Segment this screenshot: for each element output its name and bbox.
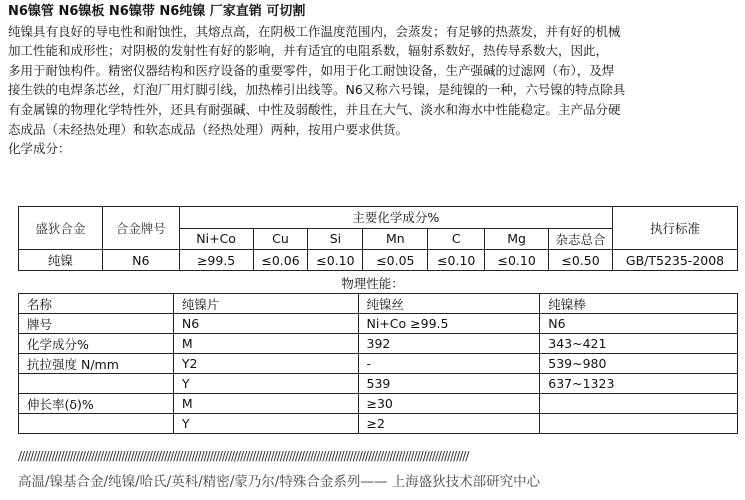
value-cell: ≤0.10: [428, 250, 485, 271]
property-name: [19, 414, 174, 434]
table-row: [19, 334, 738, 354]
intro-line: 加工性能和成形性；对阴极的发射性有好的影响，并有适宜的电阻系数，辐射系数好，热传导系数大，因此，: [8, 43, 609, 59]
company-header: 盛狄合金: [19, 207, 103, 250]
element-header: Si: [308, 228, 363, 250]
intro-line: 有金属镍的物理化学特性外，还具有耐强碱、中性及弱酸性，并且在大气、淡水和海水中性能稳定。主产品分硬: [8, 101, 621, 117]
slash-divider: ////////////////////////////////////////////////////////////////////////////////////////////////////////////////////////////////////////////////////: [18, 449, 469, 463]
element-header: Ni+Co: [179, 228, 253, 250]
wire-value: 539: [358, 374, 540, 394]
intro-line: 多用于耐蚀构件。精密仪器结构和医疗设备的重要零件，如用于化工耐蚀设备，生产强碱的过滤网（布），及焊: [8, 62, 615, 78]
sheet-value: M: [173, 334, 358, 354]
wire-value: 392: [358, 334, 540, 354]
sheet-value: Y2: [173, 354, 358, 374]
rod-value: 539~980: [540, 354, 738, 374]
physical-properties-table: [18, 293, 738, 434]
header-cell: 纯镍丝: [358, 294, 540, 314]
table-row: [19, 314, 738, 334]
footer-text: 高温/镍基合金/纯镍/哈氏/英科/精密/蒙乃尔/特殊合金系列—— 上海盛狄技术部研究中心: [18, 474, 541, 490]
composition-table: [18, 206, 738, 271]
wire-value: -: [358, 354, 540, 374]
element-header: Cu: [253, 228, 308, 250]
wire-value: ≥30: [358, 394, 540, 414]
value-cell: ≤0.10: [308, 250, 363, 271]
material-cell: 纯镍: [19, 250, 103, 271]
standard-cell: GB/T5235-2008: [613, 250, 738, 271]
wire-value: Ni+Co ≥99.5: [358, 314, 540, 334]
standard-header: 执行标准: [613, 207, 738, 250]
composition-data-row: [19, 250, 738, 271]
rod-value: 637~1323: [540, 374, 738, 394]
physical-header-row: [19, 294, 738, 314]
header-cell: 纯镍棒: [540, 294, 738, 314]
grade-header: 合金牌号: [102, 207, 179, 250]
sheet-value: Y: [173, 414, 358, 434]
wire-value: ≥2: [358, 414, 540, 434]
header-cell: 名称: [19, 294, 174, 314]
element-header: C: [428, 228, 485, 250]
chemical-composition-label: 化学成分：: [8, 141, 71, 157]
value-cell: ≤0.06: [253, 250, 308, 271]
table-row: [19, 354, 738, 374]
value-cell: ≤0.10: [485, 250, 549, 271]
value-cell: ≤0.05: [363, 250, 428, 271]
value-cell: ≤0.50: [549, 250, 613, 271]
grade-cell: N6: [102, 250, 179, 271]
property-name: 化学成分%: [19, 334, 174, 354]
property-name: 伸长率(δ)%: [19, 394, 174, 414]
element-header: 杂志总合: [549, 228, 613, 250]
property-name: [19, 374, 174, 394]
sheet-value: Y: [173, 374, 358, 394]
value-cell: ≥99.5: [179, 250, 253, 271]
composition-header-row: [19, 207, 738, 229]
sheet-value: M: [173, 394, 358, 414]
table-row: [19, 374, 738, 394]
product-title: N6镍管 N6镍板 N6镍带 N6纯镍 厂家直销 可切割: [8, 4, 306, 19]
element-header: Mn: [363, 228, 428, 250]
rod-value: [540, 394, 738, 414]
main-composition-header: 主要化学成分%: [179, 207, 612, 229]
rod-value: [540, 414, 738, 434]
property-name: 抗拉强度 N/mm: [19, 354, 174, 374]
table-row: [19, 394, 738, 414]
header-cell: 纯镍片: [173, 294, 358, 314]
property-name: 牌号: [19, 314, 174, 334]
rod-value: N6: [540, 314, 738, 334]
intro-line: 态成品（未经热处理）和软态成品（经热处理）两种，按用户要求供货。: [8, 121, 409, 137]
intro-text: [8, 2, 738, 159]
intro-line: 接生铁的电焊条芯丝，灯泡厂用灯脚引线，加热棒引出线等。N6又称六号镍，是纯镍的一种，六号镍的特点除具: [8, 82, 626, 98]
physical-properties-title: 物理性能：: [341, 276, 404, 291]
element-header: Mg: [485, 228, 549, 250]
sheet-value: N6: [173, 314, 358, 334]
rod-value: 343~421: [540, 334, 738, 354]
table-row: [19, 414, 738, 434]
intro-line: 纯镍具有良好的导电性和耐蚀性，其熔点高，在阴极工作温度范围内，会蒸发；有足够的热蒸发，并有好的机械: [8, 23, 621, 39]
